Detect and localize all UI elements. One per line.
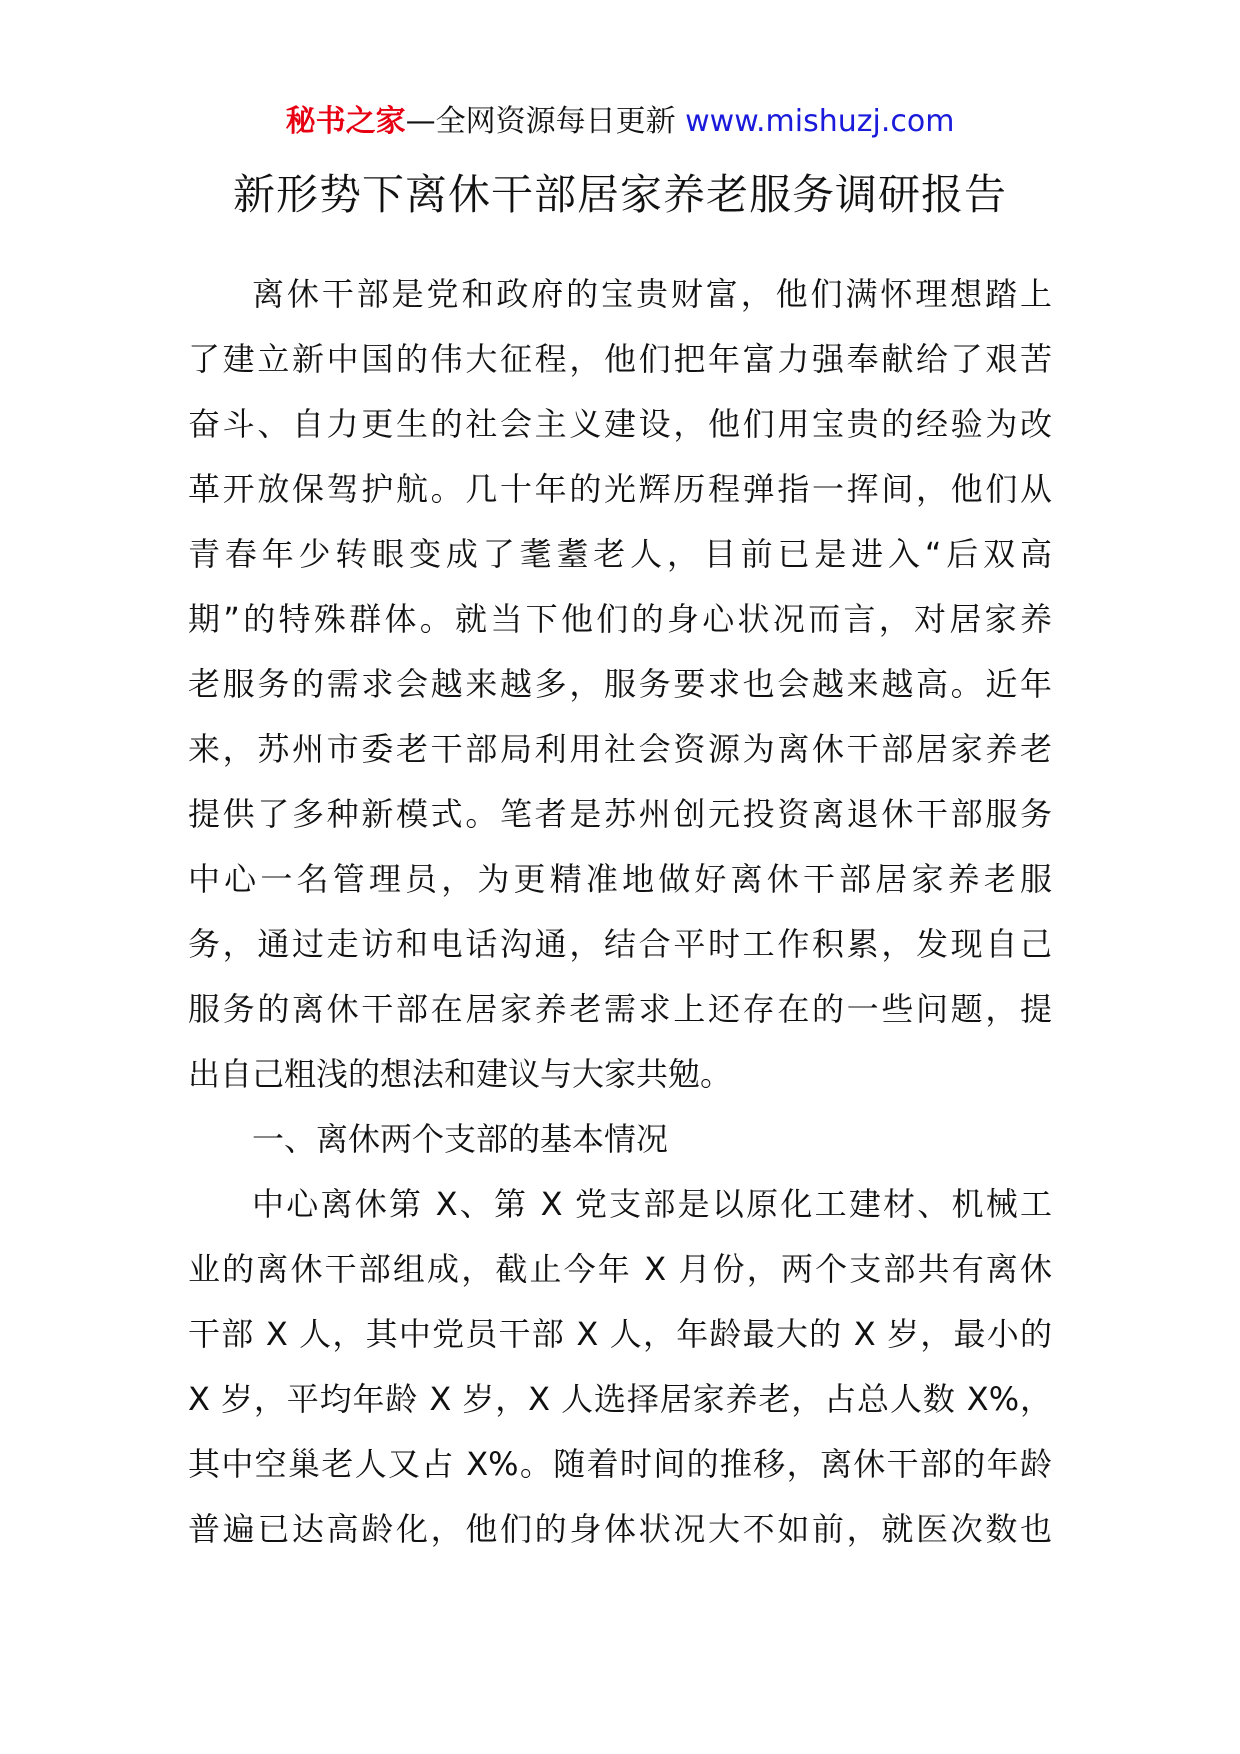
document-title: 新形势下离休干部居家养老服务调研报告 bbox=[232, 170, 1007, 219]
paragraph-line: 老服务的需求会越来越多，服务要求也会越来越高。近年 bbox=[188, 665, 1052, 703]
paragraph-line: 期”的特殊群体。就当下他们的身心状况而言，对居家养 bbox=[188, 600, 1052, 638]
paragraph-line: 离休干部是党和政府的宝贵财富，他们满怀理想踏上 bbox=[252, 275, 1052, 313]
paragraph-line: 提供了多种新模式。笔者是苏州创元投资离退休干部服务 bbox=[188, 795, 1052, 833]
document-body bbox=[188, 262, 1052, 1562]
paragraph-line: 出自己粗浅的想法和建议与大家共勉。 bbox=[188, 1055, 733, 1093]
paragraph-line: 中心一名管理员，为更精准地做好离休干部居家养老服 bbox=[188, 860, 1052, 898]
paragraph-line: 服务的离休干部在居家养老需求上还存在的一些问题，提 bbox=[188, 990, 1052, 1028]
site-url-link[interactable]: www.mishuzj.com bbox=[685, 104, 955, 139]
paragraph-line: 干部 X 人，其中党员干部 X 人，年龄最大的 X 岁，最小的 bbox=[188, 1315, 1052, 1353]
paragraph-line: 务，通过走访和电话沟通，结合平时工作积累，发现自己 bbox=[188, 925, 1052, 963]
paragraph-line: X 岁，平均年龄 X 岁，X 人选择居家养老，占总人数 X%， bbox=[188, 1380, 1052, 1418]
brand-name: 秘书之家 bbox=[285, 104, 406, 139]
paragraph-line: 业的离休干部组成，截止今年 X 月份，两个支部共有离休 bbox=[188, 1250, 1052, 1288]
paragraph-line: 了建立新中国的伟大征程，他们把年富力强奉献给了艰苦 bbox=[188, 340, 1052, 378]
paragraph-line: 奋斗、自力更生的社会主义建设，他们用宝贵的经验为改 bbox=[188, 405, 1052, 443]
paragraph-line: 普遍已达高龄化，他们的身体状况大不如前，就医次数也 bbox=[188, 1510, 1052, 1548]
header-tagline: —全网资源每日更新 bbox=[405, 104, 676, 139]
paragraph-line: 革开放保驾护航。几十年的光辉历程弹指一挥间，他们从 bbox=[188, 470, 1052, 508]
paragraph-line: 其中空巢老人又占 X%。随着时间的推移，离休干部的年龄 bbox=[188, 1445, 1052, 1483]
paragraph-line: 中心离休第 X、第 X 党支部是以原化工建材、机械工 bbox=[252, 1185, 1052, 1223]
section1-paragraph bbox=[188, 1172, 1052, 1562]
paragraph-line: 青春年少转眼变成了耄耋老人，目前已是进入“后双高 bbox=[188, 535, 1052, 573]
site-header bbox=[0, 102, 1240, 142]
intro-paragraph bbox=[188, 262, 1052, 1107]
section-heading: 一、离休两个支部的基本情况 bbox=[252, 1120, 669, 1158]
paragraph-line: 来，苏州市委老干部局利用社会资源为离休干部居家养老 bbox=[188, 730, 1052, 768]
